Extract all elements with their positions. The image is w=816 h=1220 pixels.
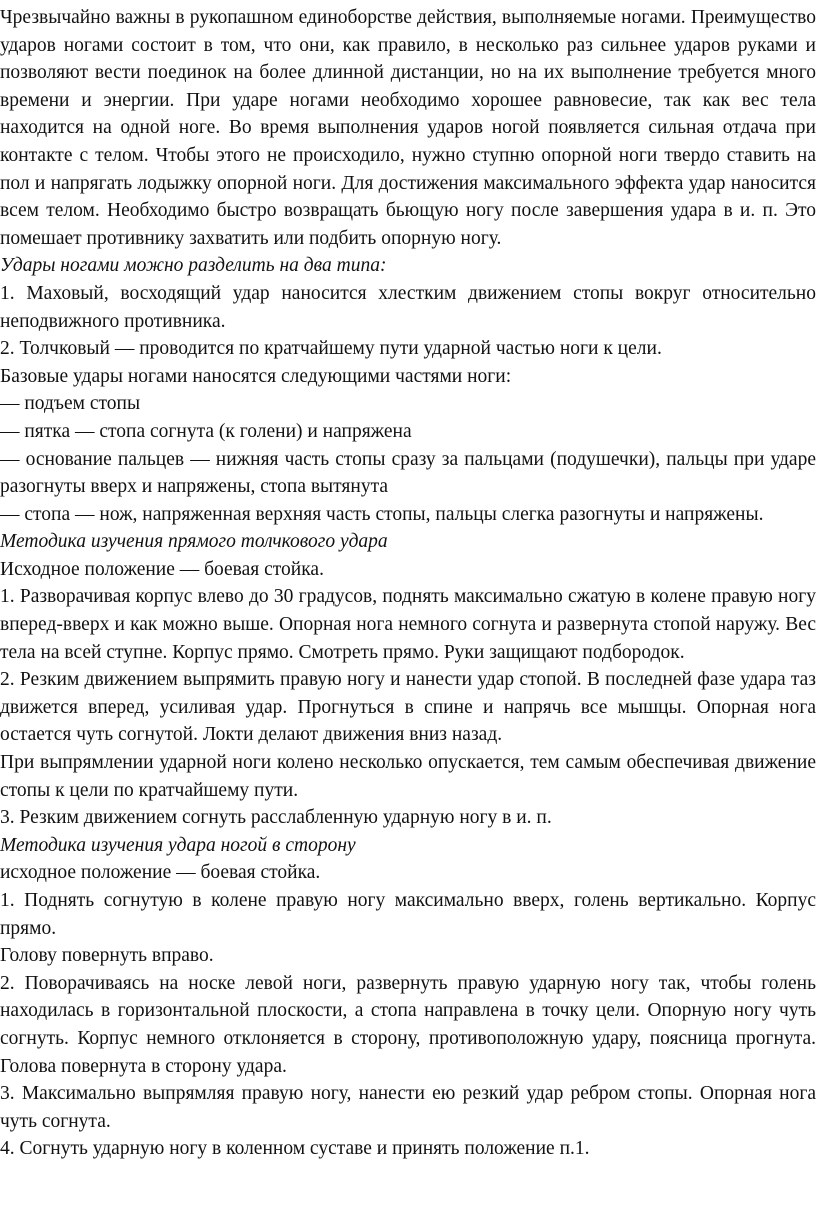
- side-kick-heading: Методика изучения удара ногой в сторону: [0, 834, 356, 856]
- front-kick-step-2: 2. Резким движением выпрямить правую ногу и нанести удар стопой. В последней фазе удара таз движется вперед, усиливая удар. Прогнуться в спине и напрячь все мышцы. Опорная нога остается чуть согнутой. Локти делают движения вниз назад.: [0, 669, 816, 746]
- list-item-ball-of-foot: — основание пальцев — нижняя часть стопы сразу за пальцами (подушечки), пальцы при ударе разогнуты вверх и напряжены, стопа вытянута: [0, 448, 816, 498]
- kick-type-2: 2. Толчковый — проводится по кратчайшему пути ударной частью ноги к цели.: [0, 338, 662, 360]
- side-kick-head-note: Голову повернуть вправо.: [0, 945, 214, 967]
- side-kick-start-position: исходное положение — боевая стойка.: [0, 862, 321, 884]
- kick-types-heading: Удары ногами можно разделить на два типа:: [0, 255, 387, 277]
- kick-type-1: 1. Маховый, восходящий удар наносится хлестким движением стопы вокруг относительно неподвижного противника.: [0, 282, 816, 332]
- front-kick-note: При выпрямлении ударной ноги колено несколько опускается, тем самым обеспечивая движение стопы к цели по кратчайшему пути.: [0, 752, 816, 801]
- base-kicks-intro: Базовые удары ногами наносятся следующими частями ноги:: [0, 365, 512, 387]
- side-kick-step-4: 4. Согнуть ударную ногу в коленном суставе и принять положение п.1.: [0, 1138, 590, 1160]
- front-kick-step-3: 3. Резким движением согнуть расслабленную ударную ногу в и. п.: [0, 807, 552, 829]
- list-item-foot-edge: — стопа — нож, напряженная верхняя часть стопы, пальцы слегка разогнуты и напряжены.: [0, 503, 764, 525]
- side-kick-step-1: 1. Поднять согнутую в колене правую ногу максимально вверх, голень вертикально. Корпус прямо.: [0, 890, 816, 939]
- list-item-heel: — пятка — стопа согнута (к голени) и напряжена: [0, 420, 412, 442]
- front-kick-step-1: 1. Разворачивая корпус влево до 30 градусов, поднять максимально сжатую в колене правую ногу вперед-вверх и как можно выше. Опорная нога немного согнута и развернута стопой наружу. Вес тела на всей ступне. Корпус прямо. Смотреть прямо. Руки защищают подбородок.: [0, 586, 816, 663]
- list-item-instep: — подъем стопы: [0, 393, 141, 415]
- side-kick-step-2: 2. Поворачиваясь на носке левой ноги, развернуть правую ударную ногу так, чтобы голень находилась в горизонтальной плоскости, а стопа направлена в точку цели. Опорную ногу чуть согнуть. Корпус немного отклоняется в сторону, противоположную удару, поясница прогнута. Голова повернута в сторону удара.: [0, 972, 816, 1077]
- intro-paragraph: Чрезвычайно важны в рукопашном единоборстве действия, выполняемые ногами. Преимущество ударов ногами состоит в том, что они, как правило, в несколько раз сильнее ударов руками и позволяют вести поединок на более длинной дистанции, но на их выполнение требуется много времени и энергии. При ударе ногами необходимо хорошее равновесие, так как вес тела находится на одной ноге. Во время выполнения ударов ногой появляется сильная отдача при контакте с телом. Чтобы этого не происходило, нужно ступню опорной ноги твердо ставить на пол и напрягать лодыжку опорной ноги. Для достижения максимального эффекта удар наносится всем телом. Необходимо быстро возвращать бьющую ногу после завершения удара в и. п. Это помешает противнику захватить или подбить опорную ногу.: [0, 7, 816, 249]
- front-kick-heading: Методика изучения прямого толчкового удара: [0, 531, 388, 553]
- front-kick-start-position: Исходное положение — боевая стойка.: [0, 558, 324, 580]
- side-kick-step-3: 3. Максимально выпрямляя правую ногу, нанести ею резкий удар ребром стопы. Опорная нога чуть согнута.: [0, 1083, 816, 1132]
